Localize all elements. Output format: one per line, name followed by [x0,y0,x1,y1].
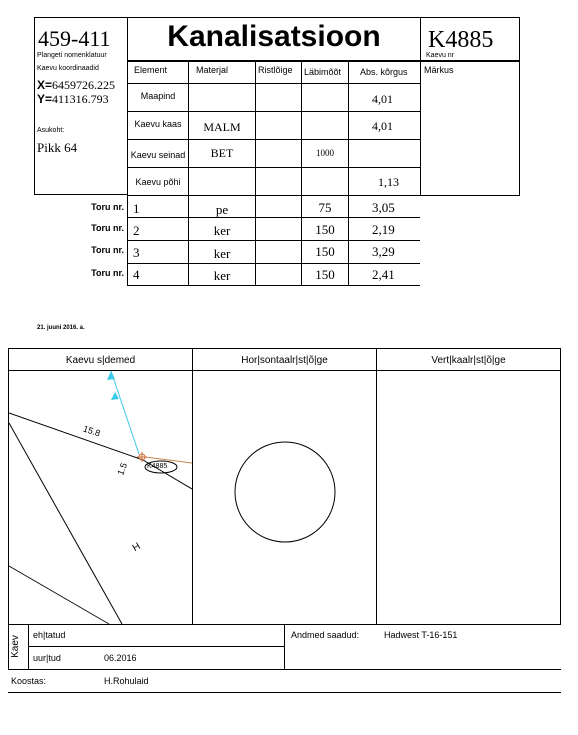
document-date: 21. juuni 2016. a. [37,325,85,331]
element-cell: Kaevu seinad [130,150,186,160]
materjal-cell: MALM [203,120,241,134]
sketch-letter-h: H [130,540,143,555]
pipe-diameter: 75 [318,200,332,215]
horizontal-section-circle [233,440,337,544]
col-header-materjal: Materjal [196,65,229,75]
pipe-nr: 3 [133,245,140,260]
building-edge-line [9,423,122,624]
sheet-number: 459-411 [38,26,111,51]
pipe-diameter: 150 [315,222,335,237]
sheet-caption: Plangeti nomenklatuur [37,52,107,59]
col-header-labimoot: Läbimõõt [304,67,342,77]
pipe-line [111,371,139,454]
footer-surveyed-value: 06.2016 [104,653,137,663]
footer-author-value: H.Rohulaid [104,676,149,686]
dimension-long: 15.8 [81,423,102,439]
pipe-material: ker [213,268,231,283]
korgus-cell: 4,01 [372,119,393,133]
pipe-material: ker [213,223,231,238]
korgus-cell: 1,13 [378,175,399,189]
coord-y: Y=411316.793 [37,92,109,106]
location-caption: Asukoht: [37,127,65,134]
coords-caption: Kaevu koordinaadid [37,65,99,72]
panel-title-vertical-section: Vert|kaalr|st|õ|ge [431,355,506,366]
pipe-label: Toru nr. [91,223,124,233]
well-site-sketch [9,371,192,624]
panel-title-connections: Kaevu s|demed [65,355,136,366]
location-value: Pikk 64 [37,140,78,155]
well-caption: Kaevu nr [426,52,455,59]
pipe-material: ker [213,246,231,261]
col-header-korgus: Abs. kõrgus [360,67,408,77]
materjal-cell: BET [210,146,234,160]
arrow-head-icon [111,392,119,400]
pipe-nr: 4 [133,267,140,282]
footer-source-label: Andmed saadud: [291,630,360,640]
pipe-material: pe [215,202,229,217]
pipe-elevation: 2,19 [372,222,395,237]
pipe-nr: 1 [133,201,140,216]
footer-built-label: eh|tatud [33,630,66,640]
document-title: Kanalisatsioon [167,20,381,53]
panel-title-horizontal-section: Hor|sontaalr|st|õ|ge [241,355,328,366]
well-sketch-label: K4885 [147,463,168,470]
pipe-elevation: 3,05 [372,200,395,215]
footer-side-label: Kaev [9,635,21,658]
footer-source-value: Hadwest T-16-151 [384,630,458,640]
pipe-label: Toru nr. [91,202,124,212]
element-cell: Kaevu põhi [135,177,181,187]
element-cell: Kaevu kaas [134,119,182,129]
footer-surveyed-label: uur|tud [33,653,61,663]
pipe-label: Toru nr. [91,268,124,278]
korgus-cell: 4,01 [372,92,393,106]
col-header-element: Element [134,65,168,75]
element-cell: Maapind [140,91,176,101]
coord-x: X=6459726.225 [37,78,116,92]
pipe-label: Toru nr. [91,245,124,255]
pipe-diameter: 150 [315,267,335,282]
labimoot-cell: 1000 [316,148,334,158]
pipe-nr: 2 [133,223,140,238]
pipe-elevation: 3,29 [372,244,395,259]
dimension-short: 1.5 [115,461,130,477]
pipe-elevation: 2,41 [372,267,395,282]
well-id: K4885 [428,27,494,53]
footer-author-label: Koostas: [11,676,47,686]
arrow-head-icon [107,371,115,380]
pipe-diameter: 150 [315,244,335,259]
col-header-ristloige: Ristlõige [258,65,293,75]
building-edge-line [9,413,143,460]
col-header-markus: Märkus [424,65,454,75]
